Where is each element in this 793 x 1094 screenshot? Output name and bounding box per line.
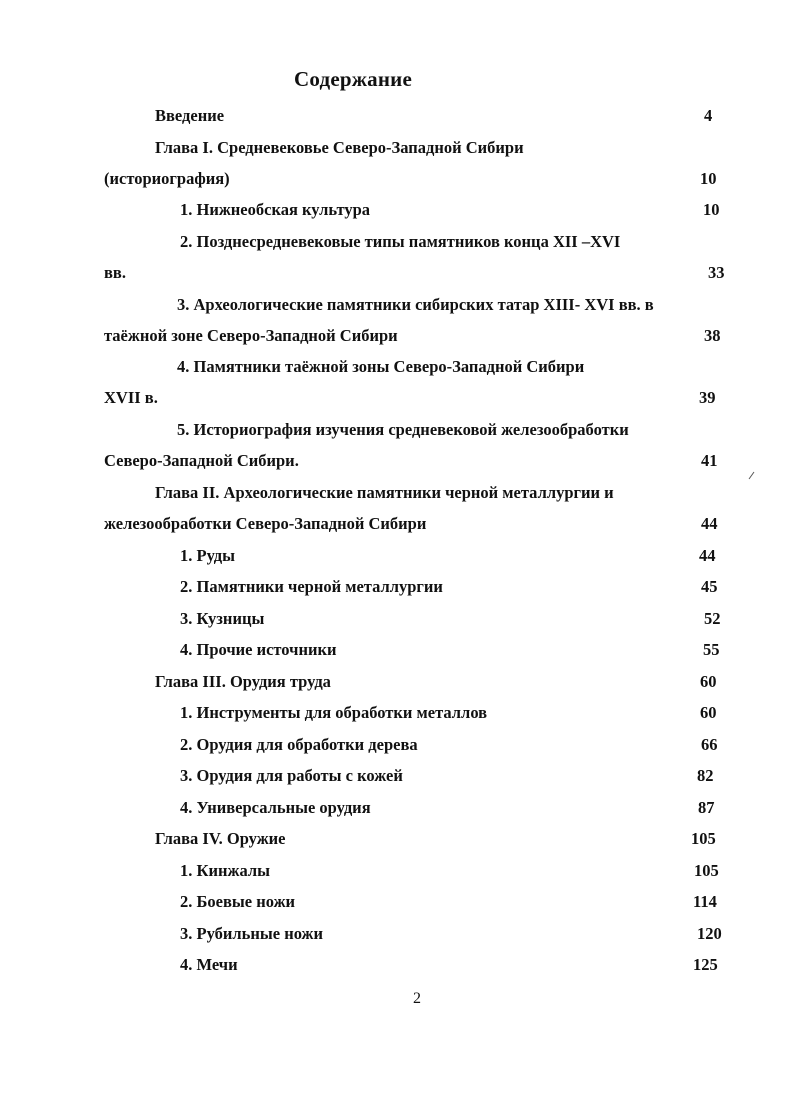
toc-section-1-4-cont: XVII в. — [104, 388, 158, 407]
toc-page-section-2-1: 44 — [699, 546, 716, 565]
toc-section-4-4: 4. Мечи — [180, 955, 238, 974]
toc-section-1-2-cont: вв. — [104, 263, 126, 282]
toc-section-2-1: 1. Руды — [180, 546, 236, 565]
toc-chapter-2-title: Глава II. Археологические памятники черной металлургии и — [155, 483, 614, 502]
toc-section-3-3: 3. Орудия для работы с кожей — [180, 766, 403, 785]
toc-page-chapter-1: 10 — [700, 169, 717, 188]
toc-section-2-2: 2. Памятники черной металлургии — [180, 577, 443, 596]
toc-section-1-1: 1. Нижнеобская культура — [180, 200, 371, 219]
toc-section-4-3: 3. Рубильные ножи — [180, 924, 324, 943]
toc-page-section-3-1: 60 — [700, 703, 717, 722]
toc-chapter-4-title: Глава IV. Оружие — [155, 829, 286, 848]
toc-section-3-1: 1. Инструменты для обработки металлов — [180, 703, 488, 722]
toc-section-2-3: 3. Кузницы — [180, 609, 265, 628]
toc-section-1-5-cont: Северо-Западной Сибири. — [104, 451, 299, 470]
toc-section-1-2: 2. Позднесредневековые типы памятников конца XII –XVI — [180, 232, 621, 251]
toc-page-section-1-5: 41 — [701, 451, 718, 470]
toc-section-3-2: 2. Орудия для обработки дерева — [180, 735, 418, 754]
toc-page-section-3-3: 82 — [697, 766, 714, 785]
toc-section-1-3: 3. Археологические памятники сибирских татар XIII- XVI вв. в — [177, 295, 654, 314]
toc-entry-introduction: Введение — [155, 106, 225, 125]
toc-page-section-1-3: 38 — [704, 326, 721, 345]
toc-page-chapter-2: 44 — [701, 514, 718, 533]
toc-page-chapter-3: 60 — [700, 672, 717, 691]
toc-page-section-4-2: 114 — [693, 892, 717, 911]
toc-page-section-3-4: 87 — [698, 798, 715, 817]
toc-chapter-1-title: Глава I. Средневековье Северо-Западной Сибири — [155, 138, 524, 157]
toc-section-1-5: 5. Историография изучения средневековой железообработки — [177, 420, 629, 439]
toc-page-chapter-4: 105 — [691, 829, 716, 848]
toc-page-section-3-2: 66 — [701, 735, 718, 754]
toc-page-introduction: 4 — [704, 106, 713, 125]
toc-section-1-4: 4. Памятники таёжной зоны Северо-Западной Сибири — [177, 357, 585, 376]
toc-section-1-3-cont: таёжной зоне Северо-Западной Сибири — [104, 326, 398, 345]
toc-page-section-2-4: 55 — [703, 640, 720, 659]
toc-chapter-1-title-cont: (историография) — [104, 169, 230, 188]
toc-section-4-1: 1. Кинжалы — [180, 861, 270, 880]
toc-page-section-2-2: 45 — [701, 577, 718, 596]
toc-section-2-4: 4. Прочие источники — [180, 640, 337, 659]
toc-page-section-4-1: 105 — [694, 861, 719, 880]
toc-page-section-1-2: 33 — [708, 263, 725, 282]
toc-page-section-4-3: 120 — [697, 924, 722, 943]
page-number: 2 — [413, 990, 421, 1007]
toc-section-3-4: 4. Универсальные орудия — [180, 798, 371, 817]
toc-page-section-1-4: 39 — [699, 388, 716, 407]
page-title: Содержание — [294, 67, 412, 91]
pen-mark-icon — [748, 470, 756, 480]
toc-page-section-2-3: 52 — [704, 609, 721, 628]
toc-section-4-2: 2. Боевые ножи — [180, 892, 296, 911]
toc-chapter-3-title: Глава III. Орудия труда — [155, 672, 331, 691]
toc-page-section-4-4: 125 — [693, 955, 718, 974]
toc-page-section-1-1: 10 — [703, 200, 720, 219]
toc-chapter-2-title-cont: железообработки Северо-Западной Сибири — [104, 514, 427, 533]
